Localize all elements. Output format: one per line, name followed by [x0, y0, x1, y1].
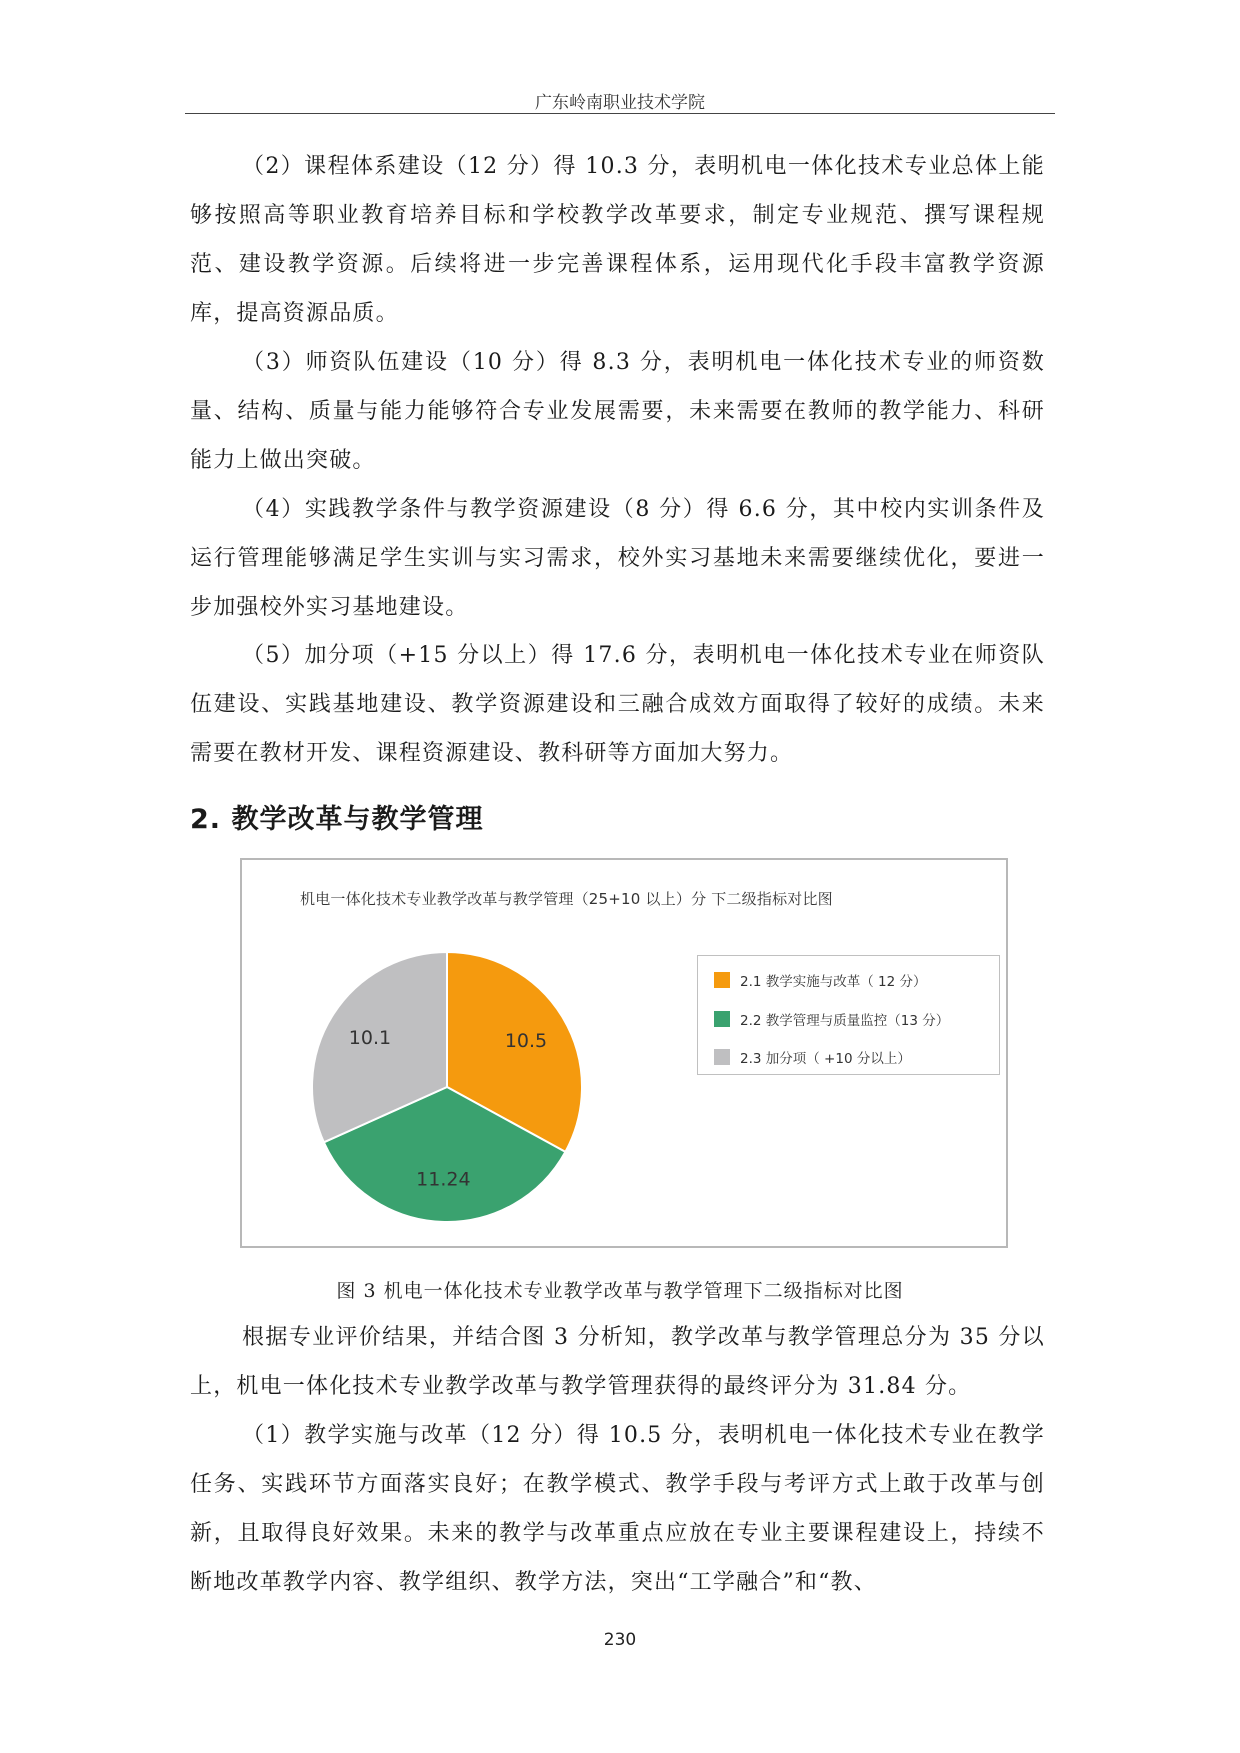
legend-label: 2.3 加分项（ +10 分以上）	[740, 1051, 911, 1067]
paragraph-bonus: （5）加分项（+15 分以上）得 17.6 分，表明机电一体化技术专业在师资队伍建设、实践基地建设、教学资源建设和三融合成效方面取得了较好的成绩。未来需要在教材开发、课程资源建设、教科研等方面加大努力。	[190, 643, 1045, 766]
page-number: 230	[603, 1630, 637, 1650]
chart-title: 机电一体化技术专业教学改革与教学管理（25+10 以上）分 下二级指标对比图	[300, 890, 833, 908]
paragraph-teaching-reform: （1）教学实施与改革（12 分）得 10.5 分，表明机电一体化技术专业在教学任务、实践环节方面落实良好；在教学模式、教学手段与考评方式上敢于改革与创新，且取得良好效果。未来的教学与改革重点应放在专业主要课程建设上，持续不断地改革教学内容、教学组织、教学方法，突出“工学融合”和“教、	[190, 1423, 1045, 1595]
pie-value-label: 11.24	[416, 1168, 471, 1191]
paragraph-practice-conditions: （4）实践教学条件与教学资源建设（8 分）得 6.6 分，其中校内实训条件及运行管理能够满足学生实训与实习需求，校外实习基地未来需要继续优化，要进一步加强校外实习基地建设。	[190, 497, 1045, 620]
pie-value-label: 10.5	[504, 1030, 548, 1053]
paragraph-faculty: （3）师资队伍建设（10 分）得 8.3 分，表明机电一体化技术专业的师资数量、结构、质量与能力能够符合专业发展需要，未来需要在教师的教学能力、科研能力上做出突破。	[190, 350, 1045, 473]
header-rule	[185, 113, 1055, 114]
paragraph-course-system: （2）课程体系建设（12 分）得 10.3 分，表明机电一体化技术专业总体上能够按照高等职业教育培养目标和学校教学改革要求，制定专业规范、撰写课程规范、建设教学资源。后续将进一步完善课程体系，运用现代化手段丰富教学资源库，提高资源品质。	[190, 154, 1045, 326]
legend-swatch	[714, 972, 730, 988]
pie-value-label: 10.1	[348, 1027, 392, 1050]
legend-item-teaching-reform	[714, 970, 927, 990]
legend-label: 2.2 教学管理与质量监控（13 分）	[740, 1013, 950, 1029]
legend-swatch	[714, 1011, 730, 1027]
legend-item-bonus	[714, 1047, 911, 1067]
section-heading: 2. 教学改革与教学管理	[190, 804, 484, 835]
figure-caption: 图 3 机电一体化技术专业教学改革与教学管理下二级指标对比图	[336, 1280, 904, 1302]
legend-label: 2.1 教学实施与改革（ 12 分）	[740, 974, 927, 990]
page-header: 广东岭南职业技术学院	[535, 93, 705, 113]
legend-item-quality-monitoring	[714, 1009, 949, 1029]
chart-legend	[697, 955, 1000, 1075]
legend-swatch	[714, 1049, 730, 1065]
paragraph-summary: 根据专业评价结果，并结合图 3 分析知，教学改革与教学管理总分为 35 分以上，机电一体化技术专业教学改革与教学管理获得的最终评分为 31.84 分。	[190, 1325, 1045, 1399]
pie-chart-figure	[240, 858, 1008, 1248]
